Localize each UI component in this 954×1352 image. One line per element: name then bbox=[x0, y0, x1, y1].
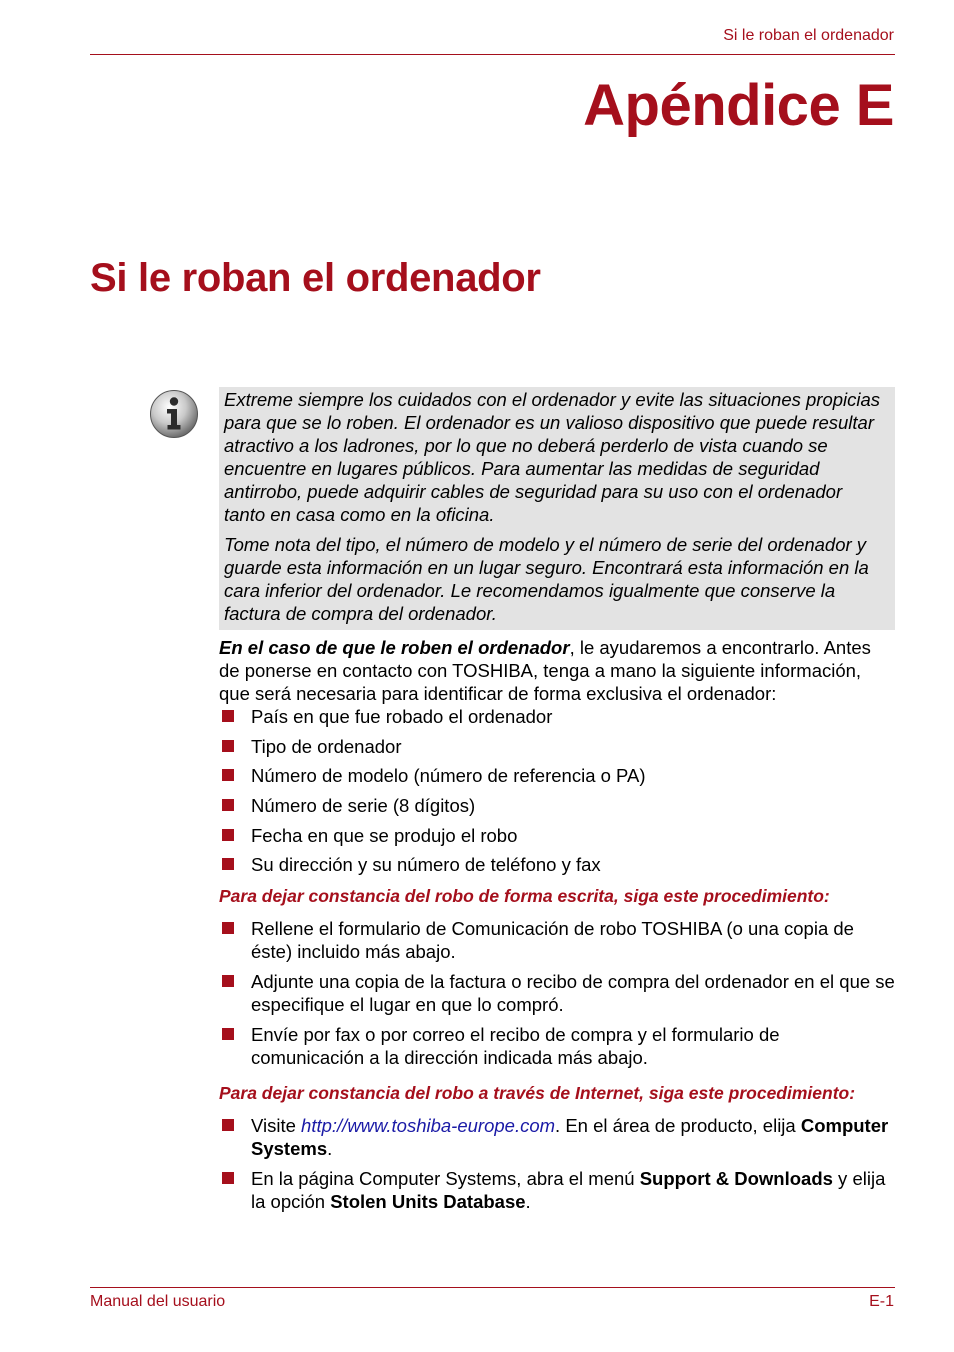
step-text: . bbox=[327, 1138, 333, 1160]
toshiba-website-link[interactable]: http://www.toshiba-europe.com bbox=[301, 1115, 556, 1137]
note-paragraph: Tome nota del tipo, el número de modelo y el número de serie del ordenador y guarde esta información en un lugar seguro. Encontrará esta información en la cara inferior del ordenador. Le recomendamos igualmente que conserve la factura de compra del ordenador. bbox=[224, 534, 869, 624]
step-text: Visite bbox=[251, 1115, 302, 1137]
info-icon bbox=[149, 389, 199, 439]
list-item-text: Fecha en que se produjo el robo bbox=[251, 824, 518, 846]
section-title: Si le roban el ordenador bbox=[90, 256, 541, 300]
intro-text: , le ayudaremos a encontrarlo. Antes de ponerse en contacto con TOSHIBA, tenga a mano la siguiente información, que será necesaria para identificar de forma exclusiva el ordenador: bbox=[219, 637, 871, 704]
intro-bold-lead: En el caso de que le roben el ordenador bbox=[219, 637, 570, 658]
bullet-square-icon bbox=[222, 1172, 234, 1184]
bullet-square-icon bbox=[222, 858, 234, 870]
step-text: . bbox=[525, 1191, 531, 1213]
bullet-square-icon bbox=[222, 829, 234, 841]
step-text: En la página Computer Systems, abra el menú bbox=[251, 1168, 640, 1190]
list-item-text: Número de serie (8 dígitos) bbox=[251, 795, 476, 817]
bullet-square-icon bbox=[222, 799, 234, 811]
written-procedure-heading: Para dejar constancia del robo de forma escrita, siga este procedimiento: bbox=[219, 886, 830, 907]
bullet-square-icon bbox=[222, 922, 234, 934]
list-item-text: Rellene el formulario de Comunicación de robo TOSHIBA (o una copia de éste) incluido más abajo. bbox=[251, 918, 854, 963]
list-item bbox=[219, 1023, 895, 1069]
bullet-square-icon bbox=[222, 975, 234, 987]
header-rule bbox=[90, 54, 895, 55]
written-procedure-steps bbox=[219, 917, 895, 1069]
note-box bbox=[219, 387, 895, 630]
step-bold-text: Support & Downloads bbox=[639, 1168, 833, 1190]
step-text: . En el área de producto, elija bbox=[555, 1115, 801, 1137]
list-item bbox=[219, 735, 895, 758]
internet-procedure-heading: Para dejar constancia del robo a través de Internet, siga este procedimiento: bbox=[219, 1083, 856, 1104]
list-item bbox=[219, 705, 895, 728]
bullet-square-icon bbox=[222, 769, 234, 781]
bullet-square-icon bbox=[222, 1028, 234, 1040]
list-item bbox=[219, 1114, 895, 1160]
list-item-text: Envíe por fax o por correo el recibo de compra y el formulario de comunicación a la dirección indicada más abajo. bbox=[251, 1024, 780, 1069]
list-item bbox=[219, 1167, 895, 1213]
step-bold-text: Computer Systems bbox=[251, 1115, 889, 1160]
list-item-text: Número de modelo (número de referencia o PA) bbox=[251, 765, 646, 787]
list-item bbox=[219, 824, 895, 847]
bullet-square-icon bbox=[222, 1119, 234, 1131]
list-item-text: Tipo de ordenador bbox=[251, 735, 402, 757]
list-item-text: Su dirección y su número de teléfono y fax bbox=[251, 854, 601, 876]
footer-page-number: E-1 bbox=[869, 1293, 894, 1310]
list-item bbox=[219, 764, 895, 787]
main-content bbox=[219, 636, 895, 1220]
footer-rule bbox=[90, 1287, 895, 1288]
bullet-square-icon bbox=[222, 740, 234, 752]
note-paragraph: Extreme siempre los cuidados con el ordenador y evite las situaciones propicias para que se lo roben. El ordenador es un valioso dispositivo que puede resultar atractivo a los ladrones, por lo que no deberá perderlo de vista cuando se encuentre en lugares públicos. Para aumentar las medidas de seguridad antirrobo, puede adquirir cables de seguridad para su uso con el ordenador tanto en casa como en la oficina. bbox=[224, 389, 881, 525]
step-text: y elija la opción bbox=[251, 1168, 886, 1213]
step-bold-text: Stolen Units Database bbox=[330, 1191, 526, 1213]
list-item bbox=[219, 970, 895, 1016]
list-item-text: Adjunte una copia de la factura o recibo de compra del ordenador en el que se especifique el lugar en que lo compró. bbox=[251, 971, 895, 1016]
chapter-title: Apéndice E bbox=[583, 73, 894, 138]
intro-paragraph bbox=[219, 636, 895, 705]
footer-manual-title: Manual del usuario bbox=[90, 1293, 226, 1310]
list-item-text: País en que fue robado el ordenador bbox=[251, 706, 553, 727]
info-list bbox=[219, 705, 895, 876]
list-item bbox=[219, 917, 895, 963]
list-item bbox=[219, 794, 895, 817]
running-head: Si le roban el ordenador bbox=[723, 27, 894, 44]
bullet-square-icon bbox=[222, 710, 234, 722]
internet-procedure-steps bbox=[219, 1114, 895, 1213]
list-item bbox=[219, 853, 895, 876]
